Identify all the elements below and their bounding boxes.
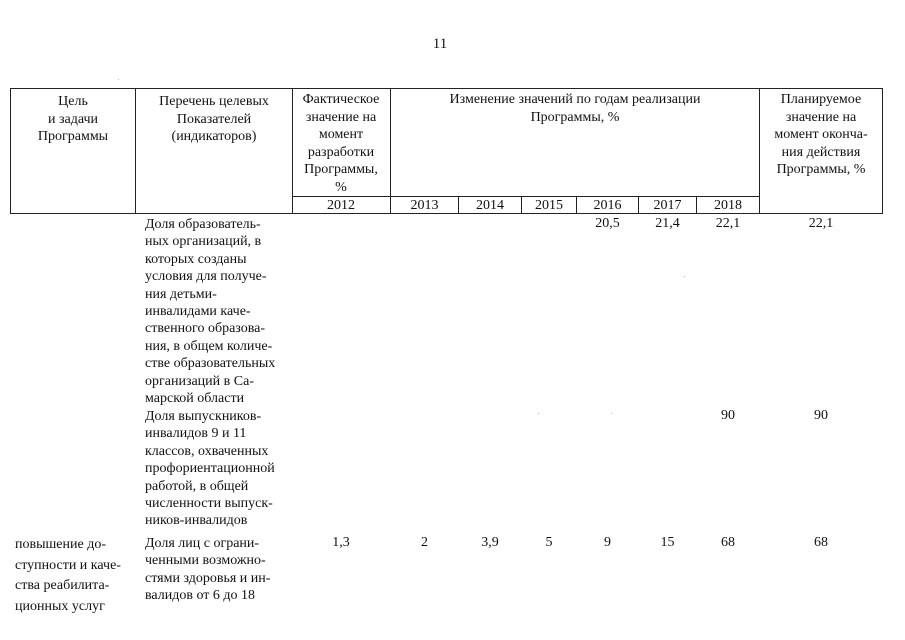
scan-speck <box>684 276 685 277</box>
year-2015: 2015 <box>535 198 563 213</box>
year-2013: 2013 <box>410 198 439 213</box>
header-indicators: Перечень целевых Показателей (индикаторов) <box>159 94 269 144</box>
header-change: Изменение значений по годам реализации Программы, % <box>449 92 701 125</box>
year-2014: 2014 <box>476 198 504 213</box>
value-cell: 15 <box>660 535 675 550</box>
year-2012: 2012 <box>327 198 355 213</box>
planned-value: 68 <box>814 535 828 550</box>
scan-speck <box>118 79 119 80</box>
value-cell: 9 <box>604 535 611 550</box>
header-goal: Цель и задачи Программы <box>37 94 109 144</box>
value-cell: 22,1 <box>715 216 741 231</box>
value-cell: 90 <box>721 408 735 423</box>
value-cell: 68 <box>721 535 735 550</box>
planned-value: 90 <box>814 408 828 423</box>
scan-speck <box>538 413 539 414</box>
year-2018: 2018 <box>714 198 742 213</box>
header-planned: Планируемое значение на момент оконча- ния действия Программы, % <box>774 92 868 177</box>
value-cell: 3,9 <box>481 535 499 550</box>
value-cell: 2 <box>421 535 428 550</box>
indicator-education-orgs: Доля образователь- ных организаций, в которых созданы условия для получе- ния детьми- инвалидами каче- ственного образова- ния, в общем количе- стве образовательных организаций в Са- марской области <box>145 217 276 407</box>
year-2016: 2016 <box>593 198 622 213</box>
year-2017: 2017 <box>653 198 682 213</box>
value-cell: 21,4 <box>655 216 680 231</box>
planned-value: 22,1 <box>808 216 834 231</box>
indicator-graduates: Доля выпускников- инвалидов 9 и 11 классов, охваченных профориентационной работой, в общей численности выпуск- ников-инвалидов <box>145 409 275 529</box>
goal-rehabilitation: повышение до- ступности и каче- ства реабилита- ционных услуг <box>15 537 121 614</box>
value-cell: 1,3 <box>332 535 350 550</box>
value-cell: 5 <box>545 535 553 550</box>
header-actual: Фактическое значение на момент разработки Программы, % <box>302 92 380 195</box>
value-cell: 20,5 <box>595 216 620 231</box>
scan-speck <box>611 413 612 414</box>
indicator-disabled-persons: Доля лиц с ограни- ченными возможно- стями здоровья и ин- валидов от 6 до 18 <box>145 536 271 604</box>
page-number: 11 <box>432 36 448 52</box>
